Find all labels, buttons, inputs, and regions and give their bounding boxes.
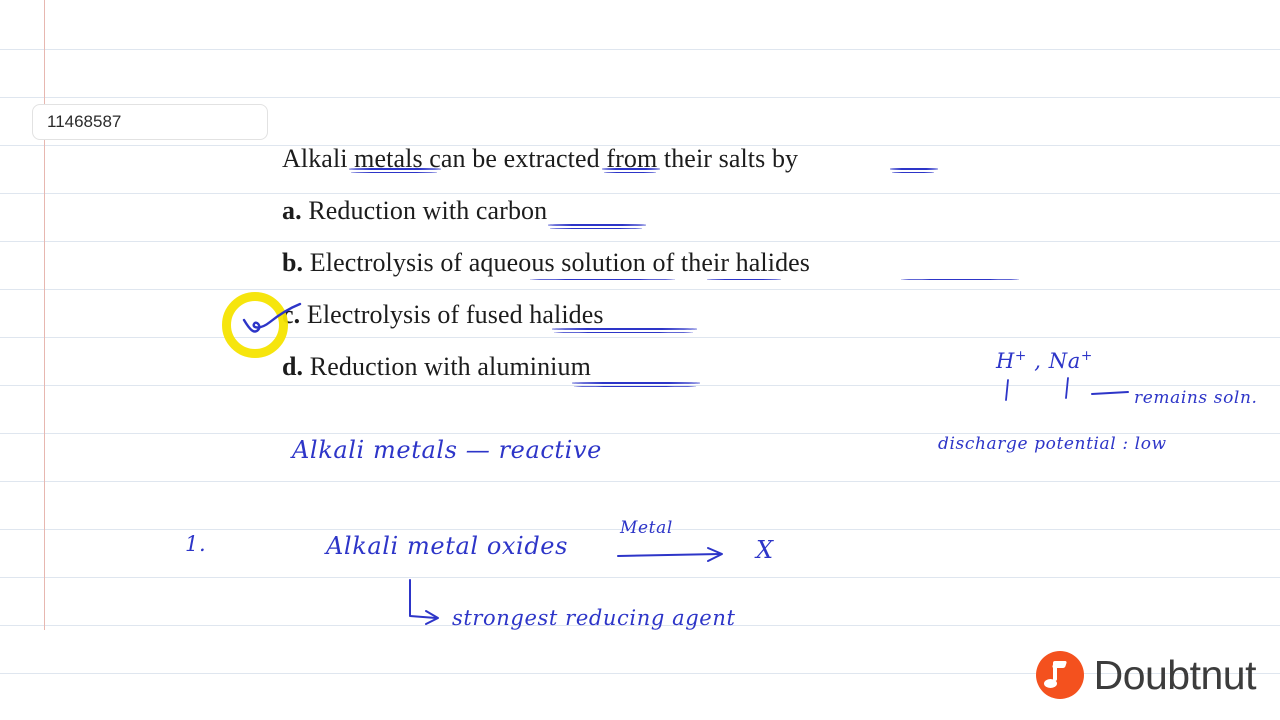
option-letter-b: b.: [282, 248, 304, 277]
question-id-text: 11468587: [47, 112, 122, 131]
note-discharge-potential: discharge potential : low: [938, 434, 1167, 454]
rule-line: [0, 577, 1280, 578]
option-text-c: Electrolysis of fused halides: [306, 300, 604, 329]
option-text-b: Electrolysis of aqueous solution of their halides: [309, 248, 811, 277]
option-row-b: [282, 237, 1042, 289]
option-letter-d: d.: [282, 352, 304, 381]
underline-solution: [707, 279, 781, 280]
underline-carbon: [548, 224, 646, 226]
underline-halides-b: [901, 279, 1019, 280]
question-id-chip: [32, 104, 268, 140]
note-alkali-metal-oxides: Alkali metal oxides: [326, 532, 569, 560]
option-text-d: Reduction with aluminium: [309, 352, 591, 381]
underline-by: [890, 168, 938, 170]
underline-aluminium: [572, 382, 700, 384]
option-row-a: [282, 185, 1042, 237]
rule-line: [0, 49, 1280, 50]
option-letter-a: a.: [282, 196, 302, 225]
note-remains-soln: remains soln.: [1134, 388, 1258, 408]
option-row-c: [282, 289, 1042, 341]
note-ion-pair: H+ , Na+: [996, 348, 1093, 373]
question-stem: Alkali metals can be extracted from their salts by: [282, 144, 799, 173]
branch-arrow-icon: [398, 578, 458, 634]
check-mark-icon: [240, 300, 304, 344]
underline-metals: [349, 168, 441, 170]
margin-line: [44, 0, 45, 630]
option-letter-c: c.: [282, 300, 301, 329]
note-ion-stems-icon: [996, 376, 1156, 410]
doubtnut-mark-icon: [1036, 651, 1084, 699]
note-strongest-reducing-agent: strongest reducing agent: [452, 606, 736, 630]
rule-line: [0, 97, 1280, 98]
doubtnut-logo: [1036, 648, 1256, 702]
reaction-arrow-icon: [612, 538, 772, 574]
underline-salts: [602, 168, 660, 170]
rule-line: [0, 481, 1280, 482]
option-text-a: Reduction with carbon: [308, 196, 548, 225]
note-metal-label: Metal: [620, 518, 673, 538]
doubtnut-wordmark: Doubtnut: [1093, 651, 1256, 698]
underline-aqueous: [530, 279, 675, 280]
note-alkali-reactive: Alkali metals — reactive: [292, 436, 602, 464]
note-list-number: 1.: [185, 532, 207, 556]
note-cross-mark: X: [756, 536, 774, 564]
underline-fused-halides: [552, 328, 697, 330]
